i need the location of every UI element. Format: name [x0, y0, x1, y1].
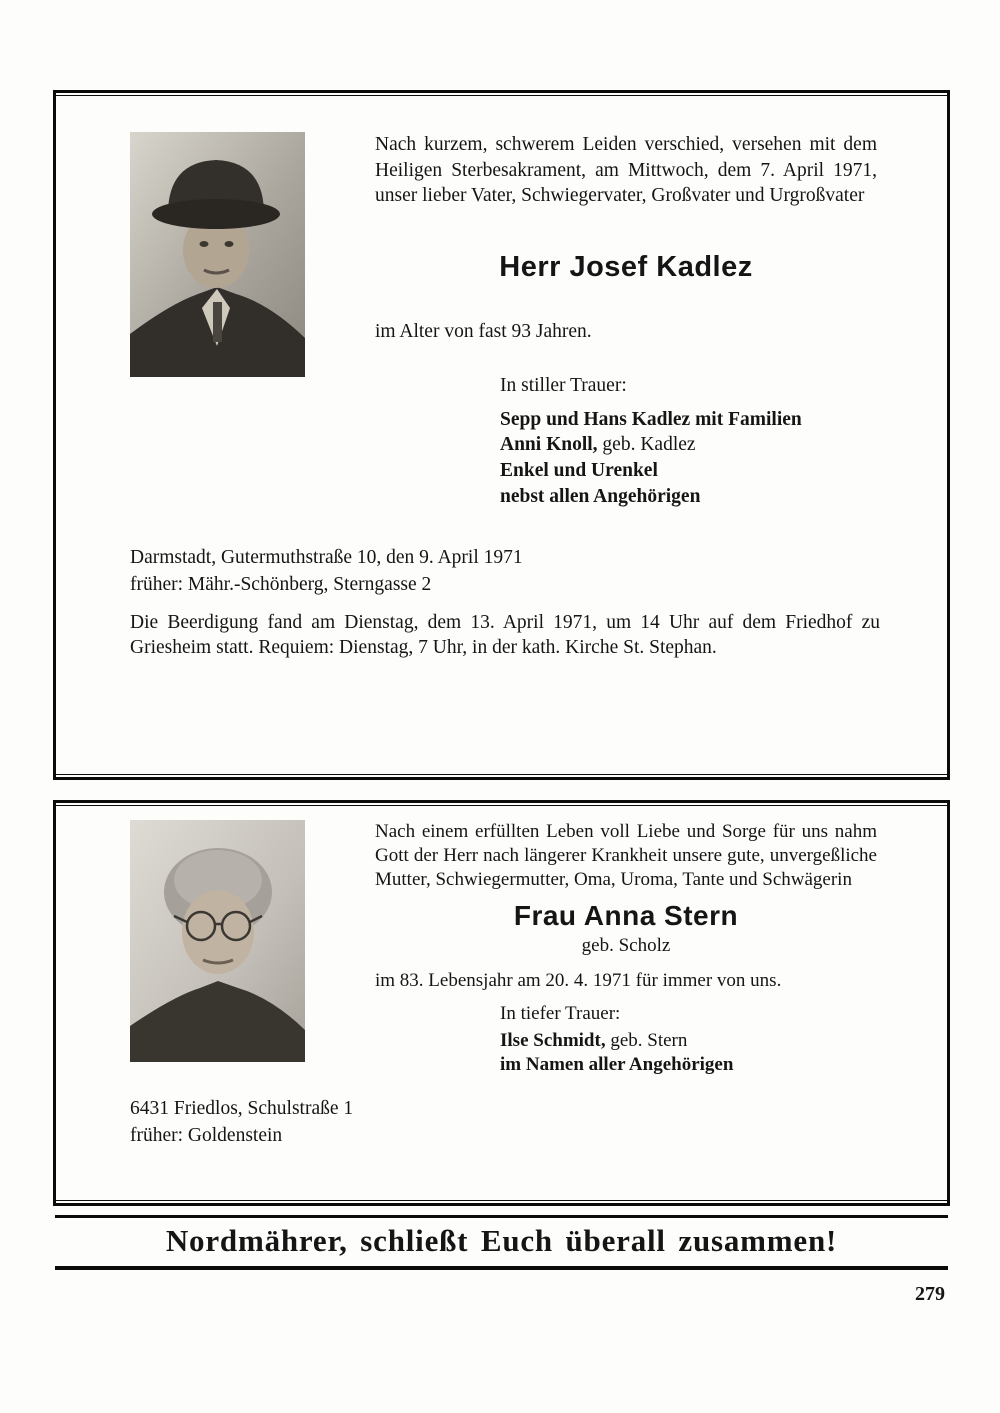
address-line-current: Darmstadt, Gutermuthstraße 10, den 9. April 1971	[130, 546, 523, 568]
portrait-photo-man-with-hat	[130, 132, 305, 377]
obituary-notice-stern-inner	[56, 805, 947, 1201]
mourner-line	[500, 1029, 877, 1053]
portrait-photo-woman-illustration	[130, 820, 305, 1062]
mourner-line	[500, 458, 877, 484]
mourner-name: Enkel und Urenkel	[500, 460, 658, 482]
slogan-rule-bottom	[55, 1266, 948, 1270]
mourning-block	[500, 1003, 877, 1077]
mourner-line	[500, 432, 877, 458]
mourner-line	[500, 407, 877, 433]
obituary-notice-stern	[53, 800, 950, 1206]
mourner-name: Anni Knoll,	[500, 434, 598, 456]
mourner-suffix: geb. Stern	[605, 1030, 688, 1052]
obituary-intro-text: Nach kurzem, schwerem Leiden verschied, versehen mit dem Heiligen Sterbesakrament, am Mittwoch, dem 7. April 1971, unser lieber Vater, Schwiegervater, Großvater und Urgroßvater	[375, 134, 877, 207]
mourning-label: In stiller Trauer:	[500, 374, 627, 396]
mourner-line	[500, 484, 877, 510]
address-line-current: 6431 Friedlos, Schulstraße 1	[130, 1097, 354, 1119]
mourner-name: Sepp und Hans Kadlez mit Familien	[500, 408, 802, 430]
obituary-intro-text: Nach einem erfüllten Leben voll Liebe und Sorge für uns nahm Gott der Herr nach längerer Krankheit unsere gute, unvergeßliche Mutter, Schwiegermutter, Oma, Uroma, Tante und Schwägerin	[375, 821, 877, 891]
notice-text-column	[375, 820, 877, 1077]
deceased-name: Frau Anna Stern	[513, 900, 739, 932]
obituary-notice-kadlez	[53, 90, 950, 780]
mourner-suffix: geb. Kadlez	[597, 434, 696, 456]
notice-top-row	[130, 132, 902, 510]
slogan-band	[55, 1215, 948, 1270]
address-line-former: früher: Mähr.-Schönberg, Sterngasse 2	[130, 573, 432, 595]
mourning-label: In tiefer Trauer:	[500, 1003, 621, 1025]
notice-text-column	[375, 132, 877, 510]
age-line: im Alter von fast 93 Jahren.	[375, 321, 592, 343]
mourning-block	[500, 375, 877, 510]
portrait-photo-woman-with-glasses	[130, 820, 305, 1062]
slogan-text: Nordmährer, schließt Euch überall zusammen!	[165, 1223, 838, 1258]
deceased-birth-name: geb. Scholz	[581, 935, 671, 957]
mourners-list	[500, 1029, 877, 1077]
deceased-name: Herr Josef Kadlez	[499, 251, 753, 284]
portrait-photo-man-illustration	[130, 132, 305, 377]
mourner-name: nebst allen Angehörigen	[500, 485, 701, 507]
address-block	[130, 1095, 902, 1150]
age-line: im 83. Lebensjahr am 20. 4. 1971 für immer von uns.	[375, 970, 782, 992]
address-line-former: früher: Goldenstein	[130, 1124, 283, 1146]
address-block	[130, 544, 902, 599]
burial-info-text: Die Beerdigung fand am Dienstag, dem 13. April 1971, um 14 Uhr auf dem Friedhof zu Griesheim statt. Requiem: Dienstag, 7 Uhr, in der kath. Kirche St. Stephan.	[130, 612, 880, 659]
notice-top-row	[130, 820, 902, 1077]
mourners-list	[500, 407, 877, 510]
mourner-name: Ilse Schmidt,	[500, 1030, 606, 1052]
mourner-name: im Namen aller Angehörigen	[500, 1053, 734, 1075]
obituary-notice-kadlez-inner	[56, 95, 947, 775]
page-number: 279	[915, 1283, 945, 1305]
mourner-line	[500, 1053, 877, 1077]
